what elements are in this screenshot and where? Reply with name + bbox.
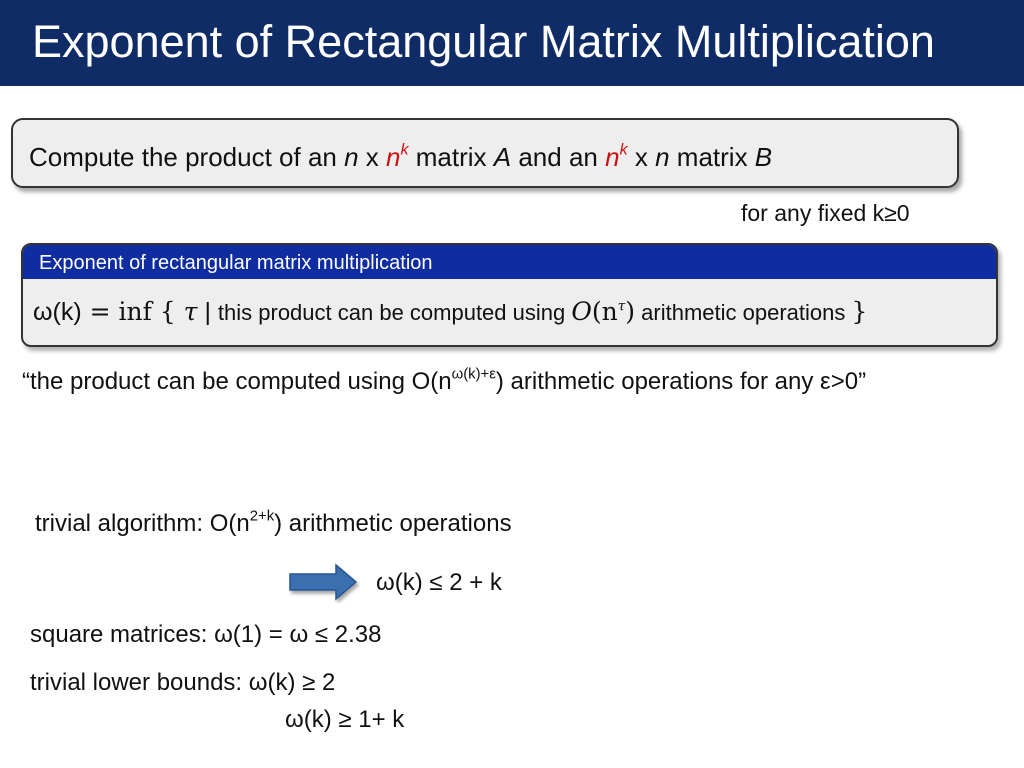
problem-text-1: Compute the product of an (29, 142, 345, 172)
definition-text: this product can be computed using (217, 300, 572, 325)
upper-bound: ω(k) ≤ 2 + k (376, 569, 502, 596)
paren-open: (n (591, 297, 618, 326)
inf-operator: = inf { (81, 297, 184, 326)
definition-header-text: Exponent of rectangular matrix multiplication (39, 252, 433, 274)
trivial-algorithm: trivial algorithm: $O(n^{2+k})$ arithmetic operations (35, 508, 512, 537)
problem-statement (29, 142, 772, 173)
definition-text-2: arithmetic operations (635, 300, 852, 325)
var-n: n (655, 142, 670, 172)
matrix-a: A (493, 142, 512, 172)
lower-bound-2: ω(k) ≥ 1+ k (285, 706, 405, 733)
matrix-b: B (754, 142, 773, 172)
fixed-k-note: for any fixed k≥0 (741, 200, 910, 226)
definition-header (23, 245, 996, 279)
var-nk: $n^k$ (605, 140, 628, 172)
brace-close: } (851, 297, 868, 326)
var-n: n (344, 142, 359, 172)
tau-exponent: τ (617, 298, 626, 315)
lower-bound-1: trivial lower bounds: ω(k) ≥ 2 (30, 669, 336, 696)
omega-k: ω(k) (33, 298, 82, 326)
var-nk: $n^k$ (386, 140, 409, 172)
title-bar (0, 0, 1024, 86)
set-bar: | (197, 298, 218, 326)
times-sign: x (627, 142, 656, 172)
problem-text-4: matrix (669, 142, 755, 172)
definition-formula (33, 297, 867, 327)
informal-quote: “the product can be computed using $O(n^{\omega(k)+\varepsilon})$ arithmetic operations for any ε>0” (22, 366, 867, 395)
slide-title: Exponent of Rectangular Matrix Multiplication (32, 16, 935, 67)
square-matrices: square matrices: ω(1) = ω ≤ 2.38 (30, 621, 382, 648)
tau-var: τ (183, 297, 198, 326)
problem-text-2: matrix (408, 142, 494, 172)
big-o: O (571, 297, 592, 326)
problem-text-3: and an (511, 142, 606, 172)
definition-box (21, 243, 998, 347)
paren-close: ) (625, 297, 636, 326)
right-arrow-icon (288, 563, 360, 603)
problem-statement-box (11, 118, 959, 188)
times-sign: x (358, 142, 387, 172)
